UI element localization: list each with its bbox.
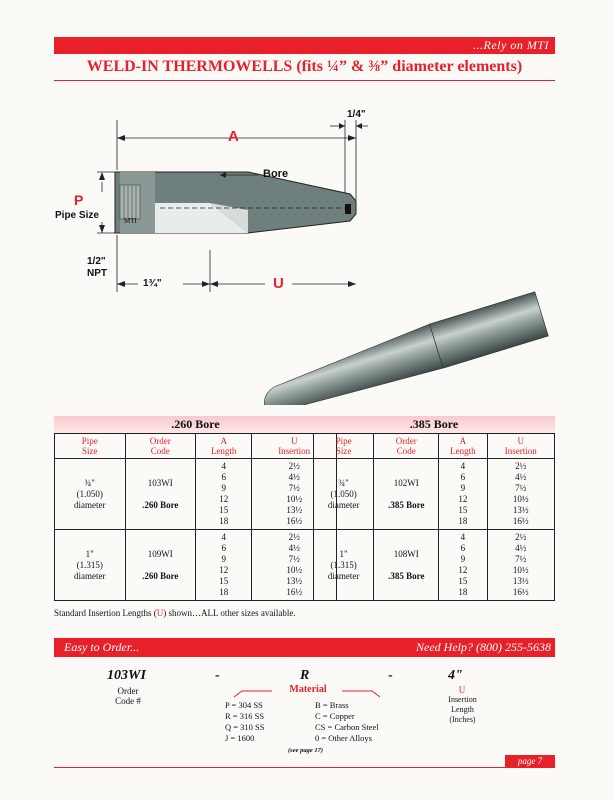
col-a-length: A Length <box>439 434 487 459</box>
col-a-length: A Length <box>196 434 252 459</box>
list-item: R = 316 SS C = Copper <box>225 711 355 721</box>
length-u-label: U <box>458 685 466 695</box>
see-page-note: (see page 17) <box>288 747 324 754</box>
spec-table <box>54 433 337 601</box>
thermowell-photo <box>240 255 555 405</box>
dimension-u-label: U <box>273 275 284 292</box>
col-pipe-size: Pipe Size <box>55 434 126 459</box>
table-row: 1" (1.315) diameter 109WI .260 Bore 4 6 9 12 15 18 2½ 4½ 7½ 10½ 13½ 16½ <box>55 530 337 601</box>
thread-length-label: 1¾" <box>143 278 162 289</box>
col-order-code: Order Code <box>374 434 439 459</box>
order-code-label: Order Code # <box>115 686 141 706</box>
material-code-example: R <box>300 668 310 683</box>
list-item: J = 1600 0 = Other Alloys <box>225 733 372 743</box>
order-bar <box>54 638 555 657</box>
list-item: Q = 310 SS CS = Carbon Steel <box>225 722 379 732</box>
table-row: ¾" (1.050) diameter 103WI .260 Bore 4 6 9 12 15 18 2½ 4½ 7½ 10½ 13½ 16½ <box>55 459 337 530</box>
col-pipe-size: Pipe Size <box>314 434 374 459</box>
top-red-bar <box>54 37 555 54</box>
col-u-insertion: U Insertion <box>252 434 337 459</box>
dash-separator: - <box>215 668 220 683</box>
length-code-example: 4" <box>448 668 463 683</box>
p-label: P <box>74 192 84 208</box>
order-code-example: 103WI <box>107 668 146 683</box>
table-title: .385 Bore <box>313 416 555 433</box>
table-title: .260 Bore <box>54 416 337 433</box>
dimension-quarter-label: 1/4" <box>347 109 366 120</box>
material-title: Material <box>289 684 327 695</box>
pipe-size-label: Pipe Size <box>55 210 99 221</box>
table-row: ¾" (1.050) diameter 102WI .385 Bore 4 6 9 12 15 18 2½ 4½ 7½ 10½ 13½ 16½ <box>314 459 555 530</box>
half-inch-label: 1/2" <box>87 256 106 267</box>
table-385-bore <box>313 416 555 601</box>
easy-to-order-label: Easy to Order... <box>64 640 140 654</box>
table-260-bore <box>54 416 337 601</box>
standard-lengths-note: Standard Insertion Lengths (U) shown…ALL other sizes available. <box>54 608 296 618</box>
mti-mark: MTI <box>124 217 137 225</box>
table-row: 1" (1.315) diameter 108WI .385 Bore 4 6 9 12 15 18 2½ 4½ 7½ 10½ 13½ 16½ <box>314 530 555 601</box>
col-order-code: Order Code <box>125 434 196 459</box>
page-title: WELD-IN THERMOWELLS (fits ¼” & ⅜” diameter elements) <box>86 58 523 75</box>
spec-table <box>313 433 555 601</box>
bottom-rule <box>54 767 555 768</box>
page-number: page 7 <box>505 755 555 767</box>
bore-label: Bore <box>263 168 289 180</box>
dimension-a-label: A <box>228 128 239 145</box>
insertion-length-label: Insertion Length (Inches) <box>448 695 477 724</box>
list-item: P = 304 SS B = Brass <box>225 700 349 710</box>
tagline: ...Rely on MTI <box>473 38 549 52</box>
col-u-insertion: U Insertion <box>487 434 555 459</box>
dash-separator: - <box>388 668 393 683</box>
material-list <box>225 700 379 744</box>
title-rule <box>54 80 555 81</box>
help-phone: Need Help? (800) 255-5638 <box>416 640 551 654</box>
npt-label: NPT <box>87 268 107 279</box>
